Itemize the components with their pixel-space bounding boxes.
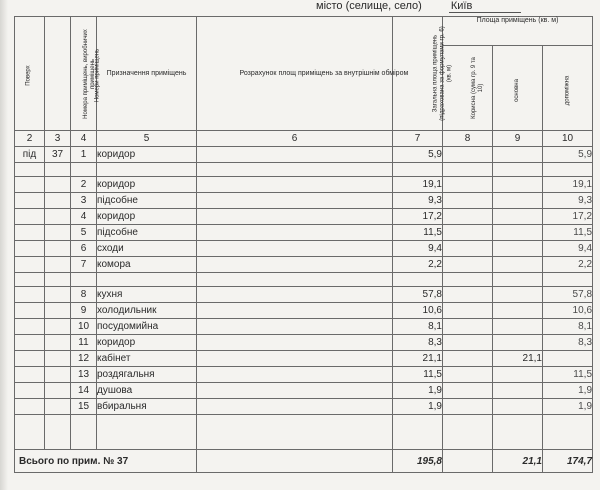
useful-area-cell xyxy=(443,367,493,383)
scan-edge xyxy=(0,0,8,490)
premises-cell xyxy=(45,351,71,367)
main-area-cell xyxy=(493,303,543,319)
total-aux-value: 174,7 xyxy=(543,450,593,473)
useful-area-cell xyxy=(443,383,493,399)
floor-cell xyxy=(15,241,45,257)
table-row xyxy=(15,193,593,209)
floor-cell xyxy=(15,257,45,273)
blank-cell xyxy=(71,415,97,450)
floor-cell xyxy=(15,319,45,335)
floor-cell: під xyxy=(15,147,45,163)
column-number-row xyxy=(15,131,593,147)
room-number-cell: 10 xyxy=(71,319,97,335)
total-area-cell: 1,9 xyxy=(393,383,443,399)
room-name-cell: коридор xyxy=(97,147,197,163)
aux-area-cell: 10,6 xyxy=(543,303,593,319)
floor-cell xyxy=(15,335,45,351)
main-area-cell xyxy=(493,225,543,241)
table-row xyxy=(15,399,593,415)
aux-area-cell: 11,5 xyxy=(543,367,593,383)
useful-area-cell xyxy=(443,147,493,163)
calc-cell xyxy=(197,351,393,367)
col-number: 5 xyxy=(97,131,197,147)
room-name-cell: коридор xyxy=(97,209,197,225)
floor-cell xyxy=(15,225,45,241)
total-area-cell: 11,5 xyxy=(393,367,443,383)
table-row xyxy=(15,225,593,241)
blank-cell xyxy=(493,415,543,450)
calc-cell xyxy=(197,209,393,225)
aux-area-cell: 2,2 xyxy=(543,257,593,273)
room-number-cell: 5 xyxy=(71,225,97,241)
calc-cell xyxy=(197,225,393,241)
table-row xyxy=(15,383,593,399)
total-calc-cell xyxy=(197,450,393,473)
useful-area-cell xyxy=(443,241,493,257)
rows-body xyxy=(15,147,593,450)
premises-cell xyxy=(45,303,71,319)
room-number-cell: 13 xyxy=(71,367,97,383)
premises-cell xyxy=(45,383,71,399)
room-number-cell: 9 xyxy=(71,303,97,319)
aux-area-cell: 11,5 xyxy=(543,225,593,241)
total-area-cell: 21,1 xyxy=(393,351,443,367)
calc-cell xyxy=(197,193,393,209)
room-number-cell: 15 xyxy=(71,399,97,415)
useful-area-cell xyxy=(443,399,493,415)
blank-cell xyxy=(443,163,493,177)
floor-cell xyxy=(15,383,45,399)
blank-cell xyxy=(97,415,197,450)
room-name-cell: коридор xyxy=(97,335,197,351)
col-useful-header: Корисна (сума гр. 9 та 10) xyxy=(443,46,493,131)
blank-cell xyxy=(393,163,443,177)
main-area-cell: 21,1 xyxy=(493,351,543,367)
col-floor-header: Поверх xyxy=(15,17,45,131)
room-name-cell: посудомийна xyxy=(97,319,197,335)
blank-cell xyxy=(493,273,543,287)
blank-cell xyxy=(45,415,71,450)
blank-cell xyxy=(97,163,197,177)
table-row xyxy=(15,319,593,335)
premises-cell: 37 xyxy=(45,147,71,163)
col-premises-header: Номера приміщень, виробничих приміщень xyxy=(45,17,71,131)
calc-cell xyxy=(197,287,393,303)
useful-area-cell xyxy=(443,193,493,209)
aux-area-cell: 57,8 xyxy=(543,287,593,303)
total-label: Всього по прим. № 37 xyxy=(15,450,197,473)
col-number: 8 xyxy=(443,131,493,147)
premises-cell xyxy=(45,319,71,335)
blank-cell xyxy=(443,273,493,287)
floor-cell xyxy=(15,367,45,383)
calc-cell xyxy=(197,177,393,193)
col-number: 4 xyxy=(71,131,97,147)
col-number: 7 xyxy=(393,131,443,147)
blank-cell xyxy=(197,273,393,287)
total-area-value: 195,8 xyxy=(393,450,443,473)
blank-cell xyxy=(45,163,71,177)
col-purpose-header: Призначення приміщень xyxy=(97,17,197,131)
table-row xyxy=(15,241,593,257)
useful-area-cell xyxy=(443,209,493,225)
premises-cell xyxy=(45,367,71,383)
useful-area-cell xyxy=(443,287,493,303)
aux-area-cell: 8,3 xyxy=(543,335,593,351)
floor-cell xyxy=(15,351,45,367)
total-area-cell: 19,1 xyxy=(393,177,443,193)
total-row xyxy=(15,450,593,473)
table-row xyxy=(15,287,593,303)
room-number-cell: 12 xyxy=(71,351,97,367)
total-area-cell: 9,3 xyxy=(393,193,443,209)
table-row xyxy=(15,351,593,367)
room-name-cell: холодильник xyxy=(97,303,197,319)
blank-row xyxy=(15,163,593,177)
main-area-cell xyxy=(493,319,543,335)
room-number-cell: 14 xyxy=(71,383,97,399)
total-area-cell: 10,6 xyxy=(393,303,443,319)
floor-cell xyxy=(15,287,45,303)
room-name-cell: роздягальня xyxy=(97,367,197,383)
room-name-cell: підсобне xyxy=(97,225,197,241)
table-row xyxy=(15,209,593,225)
premises-cell xyxy=(45,241,71,257)
blank-row xyxy=(15,415,593,450)
floor-cell xyxy=(15,209,45,225)
total-area-cell: 8,3 xyxy=(393,335,443,351)
calc-cell xyxy=(197,319,393,335)
blank-cell xyxy=(15,163,45,177)
col-room-no-header: Номери приміщень xyxy=(71,17,97,131)
room-name-cell: коридор xyxy=(97,177,197,193)
main-area-cell xyxy=(493,241,543,257)
useful-area-cell xyxy=(443,257,493,273)
room-name-cell: підсобне xyxy=(97,193,197,209)
total-area-cell: 1,9 xyxy=(393,399,443,415)
blank-cell xyxy=(45,273,71,287)
calc-cell xyxy=(197,303,393,319)
aux-area-cell: 19,1 xyxy=(543,177,593,193)
blank-cell xyxy=(71,273,97,287)
aux-area-cell: 1,9 xyxy=(543,399,593,415)
total-area-cell: 57,8 xyxy=(393,287,443,303)
room-number-cell: 7 xyxy=(71,257,97,273)
blank-cell xyxy=(443,415,493,450)
blank-cell xyxy=(393,273,443,287)
room-number-cell: 3 xyxy=(71,193,97,209)
useful-area-cell xyxy=(443,225,493,241)
floor-cell xyxy=(15,303,45,319)
room-name-cell: сходи xyxy=(97,241,197,257)
col-aux-header: допоміжна xyxy=(543,46,593,131)
room-name-cell: душова xyxy=(97,383,197,399)
aux-area-cell xyxy=(543,351,593,367)
calc-cell xyxy=(197,147,393,163)
blank-cell xyxy=(15,415,45,450)
room-name-cell: кабінет xyxy=(97,351,197,367)
room-number-cell: 1 xyxy=(71,147,97,163)
aux-area-cell: 17,2 xyxy=(543,209,593,225)
table-row xyxy=(15,303,593,319)
col-main-header: основна xyxy=(493,46,543,131)
blank-cell xyxy=(543,273,593,287)
city-label: місто (селище, село) xyxy=(316,0,422,12)
main-area-cell xyxy=(493,335,543,351)
premises-table xyxy=(14,16,593,473)
table-row xyxy=(15,147,593,163)
calc-cell xyxy=(197,367,393,383)
total-main-value: 21,1 xyxy=(493,450,543,473)
blank-cell xyxy=(543,415,593,450)
total-area-cell: 8,1 xyxy=(393,319,443,335)
floor-cell xyxy=(15,399,45,415)
aux-area-cell: 9,3 xyxy=(543,193,593,209)
premises-cell xyxy=(45,209,71,225)
premises-cell xyxy=(45,335,71,351)
blank-cell xyxy=(493,163,543,177)
col-number: 9 xyxy=(493,131,543,147)
calc-cell xyxy=(197,257,393,273)
table-row xyxy=(15,335,593,351)
main-area-cell xyxy=(493,193,543,209)
useful-area-cell xyxy=(443,303,493,319)
col-calc-header: Розрахунок площ приміщень за внутрішнім обміром xyxy=(197,17,393,131)
blank-cell xyxy=(393,415,443,450)
useful-area-cell xyxy=(443,319,493,335)
col-number: 3 xyxy=(45,131,71,147)
area-group-header: Площа приміщень (кв. м) xyxy=(443,17,593,46)
blank-cell xyxy=(15,273,45,287)
blank-cell xyxy=(71,163,97,177)
blank-cell xyxy=(543,163,593,177)
total-area-cell: 11,5 xyxy=(393,225,443,241)
premises-cell xyxy=(45,193,71,209)
useful-area-cell xyxy=(443,335,493,351)
room-name-cell: вбиральня xyxy=(97,399,197,415)
main-area-cell xyxy=(493,287,543,303)
useful-area-cell xyxy=(443,351,493,367)
col-total-area-header: Загальна площа приміщень (підрахована за формулами гр. 6) (кв. м) xyxy=(393,17,443,131)
blank-cell xyxy=(197,415,393,450)
premises-cell xyxy=(45,257,71,273)
city-line xyxy=(316,0,521,13)
city-value: Київ xyxy=(449,0,521,13)
total-area-cell: 2,2 xyxy=(393,257,443,273)
main-area-cell xyxy=(493,209,543,225)
blank-cell xyxy=(197,163,393,177)
premises-cell xyxy=(45,287,71,303)
calc-cell xyxy=(197,335,393,351)
main-area-cell xyxy=(493,399,543,415)
col-number: 10 xyxy=(543,131,593,147)
blank-cell xyxy=(97,273,197,287)
table-row xyxy=(15,177,593,193)
col-number: 6 xyxy=(197,131,393,147)
room-number-cell: 4 xyxy=(71,209,97,225)
room-name-cell: комора xyxy=(97,257,197,273)
calc-cell xyxy=(197,241,393,257)
room-number-cell: 11 xyxy=(71,335,97,351)
aux-area-cell: 1,9 xyxy=(543,383,593,399)
premises-cell xyxy=(45,177,71,193)
blank-row xyxy=(15,273,593,287)
main-area-cell xyxy=(493,177,543,193)
total-area-cell: 9,4 xyxy=(393,241,443,257)
useful-area-cell xyxy=(443,177,493,193)
main-area-cell xyxy=(493,147,543,163)
calc-cell xyxy=(197,383,393,399)
calc-cell xyxy=(197,399,393,415)
room-number-cell: 6 xyxy=(71,241,97,257)
aux-area-cell: 9,4 xyxy=(543,241,593,257)
premises-cell xyxy=(45,225,71,241)
total-area-cell: 17,2 xyxy=(393,209,443,225)
main-area-cell xyxy=(493,257,543,273)
floor-cell xyxy=(15,177,45,193)
room-number-cell: 8 xyxy=(71,287,97,303)
main-area-cell xyxy=(493,367,543,383)
main-area-cell xyxy=(493,383,543,399)
table-row xyxy=(15,367,593,383)
room-name-cell: кухня xyxy=(97,287,197,303)
aux-area-cell: 5,9 xyxy=(543,147,593,163)
col-number: 2 xyxy=(15,131,45,147)
floor-cell xyxy=(15,193,45,209)
room-number-cell: 2 xyxy=(71,177,97,193)
total-useful-value xyxy=(443,450,493,473)
table-row xyxy=(15,257,593,273)
total-area-cell: 5,9 xyxy=(393,147,443,163)
premises-cell xyxy=(45,399,71,415)
aux-area-cell: 8,1 xyxy=(543,319,593,335)
